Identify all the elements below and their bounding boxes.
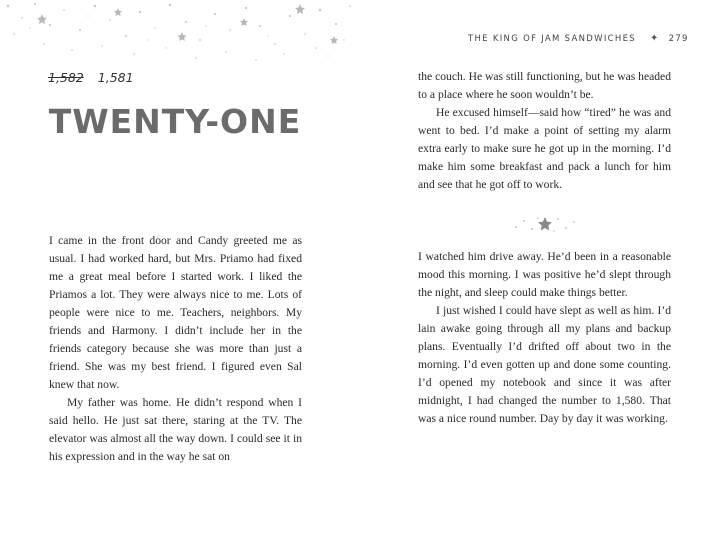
crossed-out-count: 1,582: [48, 70, 84, 85]
paragraph: I watched him drive away. He’d been in a reasonable mood this morning. I was positive he’d slept through the night, and sleep could make things better.: [418, 250, 671, 299]
current-count: 1,581: [97, 70, 134, 85]
right-column-top-text: [418, 68, 671, 194]
paragraph: My father was home. He didn’t respond when I said hello. He just sat there, staring at the TV. The elevator was almost all the way down. I could see it in his expression and in the way he sat on: [49, 396, 302, 463]
chapter-countdown: [48, 70, 134, 85]
chapter-title: TWENTY-ONE: [48, 102, 302, 141]
page-number: 279: [668, 33, 689, 44]
left-column-text: [49, 232, 302, 466]
paragraph: He excused himself—said how “tired” he was and went to bed. I’d make a point of setting my alarm extra early to make sure he got up in the morning. I’d make him some breakfast and pack a lunch for him and see that he got off to work.: [418, 106, 671, 191]
running-title: THE KING OF JAM SANDWICHES: [468, 33, 636, 44]
star-divider-icon: [510, 213, 580, 235]
star-separator-icon: ✦: [649, 33, 660, 44]
running-header: [468, 33, 689, 44]
paragraph: I came in the front door and Candy greeted me as usual. I had worked hard, but Mrs. Priamo had fixed me a great meal before I started work. I liked the Priamos a lot. They were always nice to me. Lots of people were nice to me. Teachers, neighbors. My friends and Harmony. I didn’t include her in the friends category because she was more than just a friend. She was my best friend. I figured even Sal knew that now.: [49, 234, 302, 391]
paragraph: I just wished I could have slept as well as him. I’d lain awake going through all my plans and backup plans. Eventually I’d drifted off about two in the morning. I’d even gotten up and done some counting. I’d opened my notebook and since it was after midnight, I had changed the number to 1,580. That was a nice round number. Day by day it was working.: [418, 304, 671, 425]
right-column-bottom-text: [418, 248, 671, 428]
paragraph: the couch. He was still functioning, but he was headed to a place where he soon wouldn’t be.: [418, 70, 671, 101]
starry-header-decoration: [0, 0, 360, 70]
